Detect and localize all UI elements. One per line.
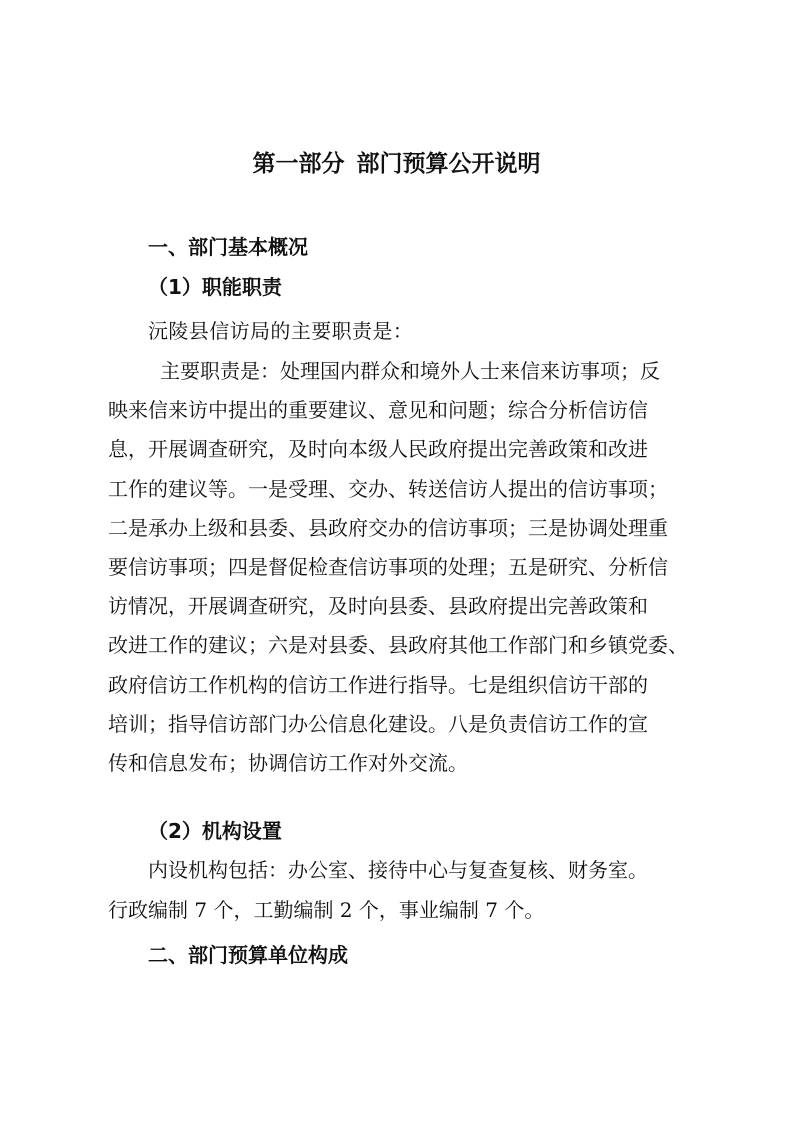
duties-line: 改进工作的建议；六是对县委、县政府其他工作部门和乡镇党委、 — [108, 633, 688, 658]
duties-paragraph — [108, 352, 698, 783]
duties-line: 二是承办上级和县委、县政府交办的信访事项；三是协调处理重 — [108, 515, 668, 540]
duties-line: 培训；指导信访部门办公信息化建设。八是负责信访工作的宣 — [108, 711, 648, 736]
duties-line: 政府信访工作机构的信访工作进行指导。七是组织信访干部的 — [108, 672, 648, 697]
org-line: 行政编制 7 个，工勤编制 2 个，事业编制 7 个。 — [108, 898, 545, 922]
page-title — [0, 144, 793, 184]
section1-heading: 一、部门基本概况 — [148, 235, 308, 259]
subsection-duties-heading: （1）职能职责 — [148, 275, 282, 299]
duties-line: 要信访事项；四是督促检查信访事项的处理；五是研究、分析信 — [108, 554, 668, 579]
duties-line: 传和信息发布；协调信访工作对外交流。 — [108, 750, 468, 775]
org-paragraph — [108, 850, 698, 930]
section2-heading: 二、部门预算单位构成 — [148, 943, 348, 967]
duties-line: 主要职责是：处理国内群众和境外人士来信来访事项；反 — [160, 359, 660, 383]
duties-intro: 沅陵县信访局的主要职责是： — [148, 319, 414, 343]
duties-line: 息，开展调查研究，及时向本级人民政府提出完善政策和改进 — [108, 437, 648, 462]
title-text: 部门预算公开说明 — [356, 151, 541, 177]
title-part-label: 第一部分 — [252, 151, 345, 177]
subsection-org-heading: （2）机构设置 — [148, 819, 282, 843]
org-line: 内设机构包括：办公室、接待中心与复查复核、财务室。 — [148, 858, 648, 882]
duties-line: 映来信来访中提出的重要建议、意见和问题；综合分析信访信 — [108, 398, 648, 423]
duties-line: 工作的建议等。一是受理、交办、转送信访人提出的信访事项； — [108, 476, 668, 501]
duties-line: 访情况，开展调查研究，及时向县委、县政府提出完善政策和 — [108, 594, 648, 619]
